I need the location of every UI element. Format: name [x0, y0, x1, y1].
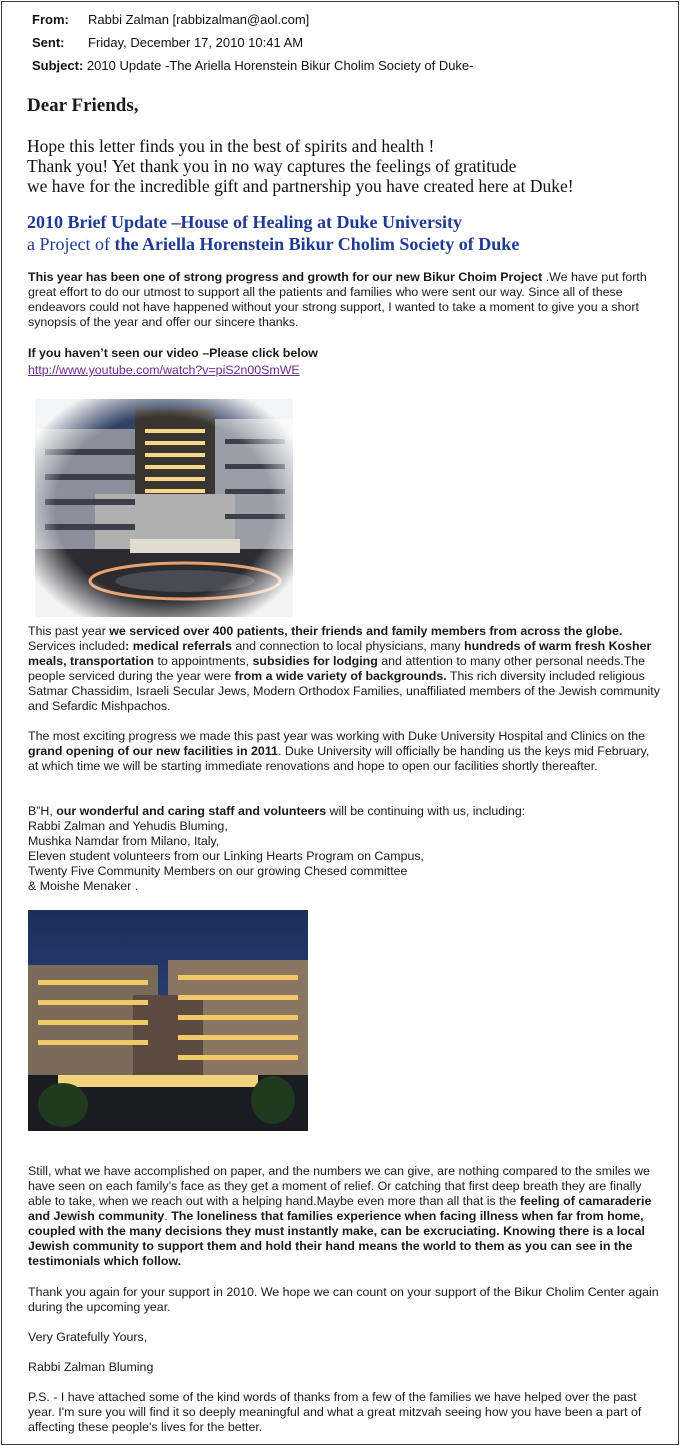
sent-row	[32, 35, 303, 50]
video-link[interactable]: http://www.youtube.com/watch?v=piS2n00SmWE	[28, 363, 300, 377]
from-label: From:	[32, 12, 69, 27]
p2-d: : medical referrals	[125, 639, 232, 653]
p2-g: to appointments,	[154, 654, 253, 668]
signature: Rabbi Zalman Bluming	[28, 1360, 154, 1374]
subject-label: Subject:	[32, 58, 84, 73]
p3-c: . Duke University will officially be handing us the keys mid February, at which time we will be starting immediate renovations and hope to open our facilities shortly thereafter.	[28, 744, 650, 773]
staff-item: Eleven student volunteers from our Linking Hearts Program on Campus,	[28, 849, 425, 863]
p2-e: and connection to local physicians, many	[231, 639, 465, 653]
email-page	[1, 1, 679, 1445]
p4-b: our wonderful and caring staff and volunteers	[56, 804, 327, 818]
p2-c: Services included	[28, 639, 126, 653]
greeting: Dear Friends,	[27, 95, 139, 116]
p5-d: The loneliness that families experience when facing illness when far from home, coupled with the many decisions they must instantly make, can be excruciating. Knowing there is a local Jewish community to support them and hold their hand means the world to them as you can see in the testimonials which follow.	[28, 1209, 645, 1268]
from-value: Rabbi Zalman [rabbizalman@aol.com]	[88, 12, 310, 27]
p2-b: we serviced over 400 patients, their friends and family members from across the globe.	[109, 624, 623, 638]
closing: Very Gratefully Yours,	[28, 1330, 148, 1344]
sent-label: Sent:	[32, 35, 65, 50]
p2-f: hundreds of warm fresh Kosher meals, transportation	[28, 639, 652, 668]
intro-line-3: we have for the incredible gift and partnership you have created here at Duke!	[27, 176, 574, 196]
intro-line-2: Thank you! Yet thank you in no way captures the feelings of gratitude	[27, 156, 517, 176]
hospital-building-photo	[28, 910, 308, 1131]
subject-value: 2010 Update -The Ariella Horenstein Bikur Cholim Society of Duke-	[86, 58, 474, 73]
p5-c: .	[164, 1209, 172, 1223]
sent-value: Friday, December 17, 2010 10:41 AM	[88, 35, 304, 50]
video-link-row	[28, 361, 300, 379]
p2-i: and attention to many other personal needs.The people serviced during the year were	[28, 654, 646, 683]
video-label-text: If you haven’t seen our video –Please click below	[28, 346, 318, 360]
p4-c: will be continuing with us, including:	[326, 804, 526, 818]
paragraph-facilities	[28, 729, 660, 774]
from-row	[32, 12, 309, 27]
staff-intro	[28, 804, 660, 819]
paragraph-community	[28, 1164, 660, 1269]
subtitle-prefix: a Project of	[27, 234, 115, 254]
update-subtitle	[27, 234, 519, 255]
paragraph-services	[28, 624, 660, 714]
staff-item: Mushka Namdar from Milano, Italy,	[28, 834, 220, 848]
intro-line-1: Hope this letter finds you in the best of spirits and health !	[27, 136, 435, 156]
p1-rest: .We have put forth great effort to do our utmost to support all the patients and families who were sent our way. Since all of these endeavors could not have happened without your strong support, I wanted to take a moment to give you a short synopsis of the year and offer our sincere thanks.	[28, 270, 647, 329]
society-name: the Ariella Horenstein Bikur Cholim Society of Duke	[114, 234, 520, 254]
p2-h: subsidies for lodging	[252, 654, 378, 668]
paragraph-progress	[28, 270, 658, 330]
staff-item: & Moishe Menaker .	[28, 879, 139, 893]
staff-item: Twenty Five Community Members on our growing Chesed committee	[28, 864, 408, 878]
p2-k: This rich diversity included religious Satmar Chassidim, Israeli Secular Jews, Modern Orthodox Families, unaffiliated members of the Jewish community and Sefardic Mishpachos.	[28, 669, 660, 713]
p2-j: from a wide variety of backgrounds.	[234, 669, 447, 683]
p3-b: grand opening of our new facilities in 2011	[28, 744, 278, 758]
postscript: P.S. - I have attached some of the kind words of thanks from a few of the families we have helped over the past year. I'm sure you will find it so deeply meaningful and what a great mitzvah seeing how you have been a part of affecting these people's lives for the better.	[28, 1390, 642, 1434]
p5-a: Still, what we have accomplished on paper, and the numbers we can give, are nothing compared to the smiles we have seen on each family’s face as they get a moment of relief. Or catching that first deep breath they are finally able to take, when we reach out with a helping hand.Maybe even more than all that is the	[28, 1164, 650, 1208]
p4-a: B”H,	[28, 804, 57, 818]
paragraph-thanks: Thank you again for your support in 2010. We hope we can count on your support of the Bikur Cholim Center again during the upcoming year.	[28, 1285, 659, 1314]
intro	[27, 136, 667, 196]
p2-a: This past year	[28, 624, 110, 638]
p1-bold: This year has been one of strong progress and growth for our new Bikur Choim Project	[28, 270, 543, 284]
hospital-night-photo	[35, 399, 293, 617]
staff-item: Rabbi Zalman and Yehudis Bluming,	[28, 819, 228, 833]
p3-a: The most exciting progress we made this past year was working with Duke University Hospital and Clinics on the	[28, 729, 646, 743]
video-label	[28, 346, 318, 361]
update-title: 2010 Brief Update –House of Healing at Duke University	[27, 212, 462, 232]
subject-row	[32, 58, 474, 73]
p5-b: feeling of camaraderie and Jewish community	[28, 1194, 652, 1223]
paragraph-staff	[28, 804, 660, 894]
